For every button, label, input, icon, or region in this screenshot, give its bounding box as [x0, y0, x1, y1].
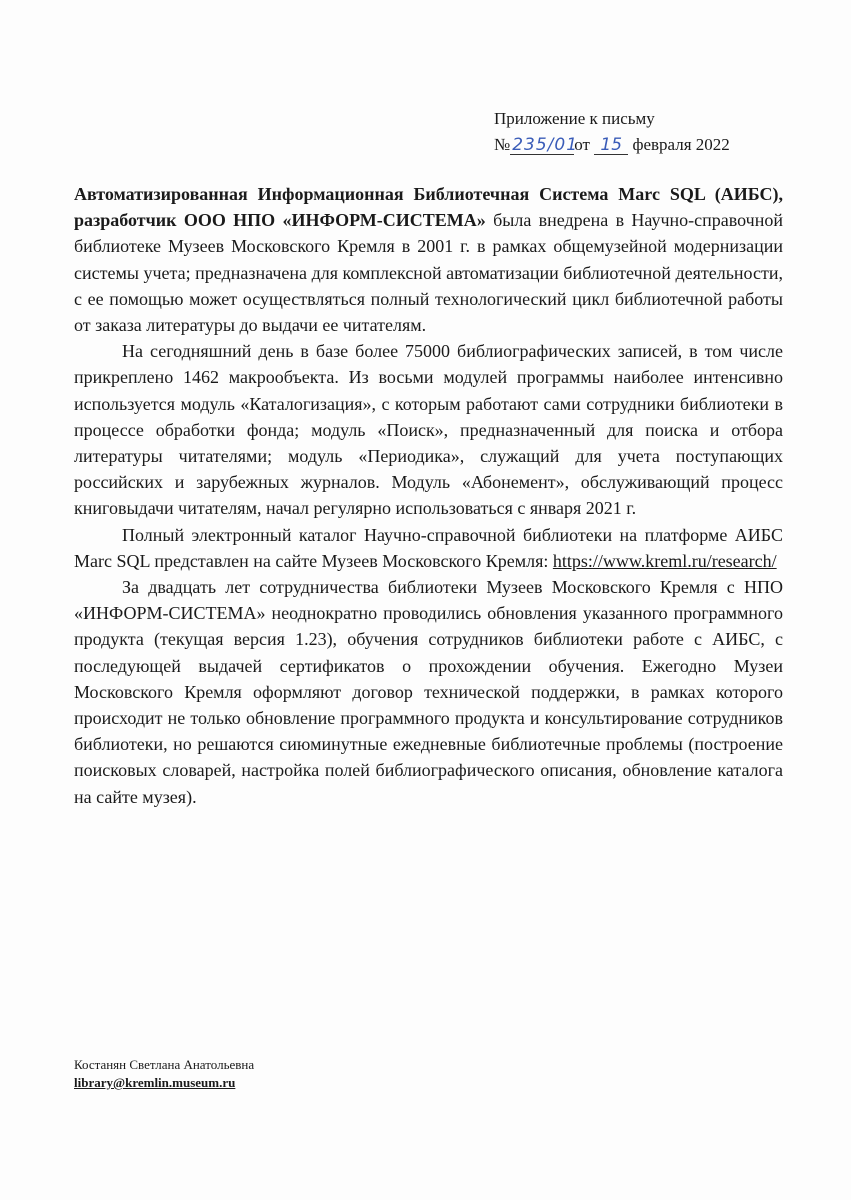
research-link[interactable]: https://www.kreml.ru/research/ [552, 550, 777, 571]
paragraph-3 [74, 522, 783, 574]
handwritten-letter-number: 235/01 [512, 135, 579, 155]
paragraph-1 [74, 181, 783, 338]
letter-number-line [494, 132, 794, 158]
handwritten-day: 15 [594, 136, 628, 155]
paragraph-2: На сегодняшний день в базе более 75000 библиографических записей, в том числе прикреплено 1462 макрообъекта. Из восьми модулей программы наиболее интенсивно используется модуль «Каталогизация», с которым работают сами сотрудники библиотеки в процессе обработки фонда; модуль «Поиск», предназначенный для поиска и отбора литературы читателями; модуль «Периодика», служащий для учета поступающих российских и зарубежных журналов. Модуль «Абонемент», обслуживающий процесс книговыдачи читателям, начал регулярно использоваться с января 2021 г. [74, 341, 783, 519]
month-year: февраля 2022 [632, 135, 730, 154]
contact-email[interactable]: library@kremlin.museum.ru [74, 1075, 236, 1090]
paragraph-1-text: была внедрена в Научно-справочной библиотеке Музеев Московского Кремля в 2001 г. в рамках общемузейной модернизации системы учета; предназначена для комплексной автоматизации библиотечной деятельности, с ее помощью может осуществляться полный технологический цикл библиотечной работы от заказа литературы до выдачи ее читателям. [74, 210, 783, 336]
system-name-bold: Автоматизированная Информационная Библиотечная Система Marc SQL (АИБС), разработчик ООО НПО «ИНФОРМ-СИСТЕМА» [74, 184, 783, 231]
contact-footer [74, 1056, 254, 1092]
letter-body [74, 181, 783, 810]
contact-name: Костанян Светлана Анатольевна [74, 1057, 255, 1072]
letter-reference-header [494, 106, 794, 158]
number-prefix: № [494, 135, 511, 154]
date-from-label: от [574, 135, 590, 154]
paragraph-3-text: Полный электронный каталог Научно-справочной библиотеки на платформе АИБС Marc SQL представлен на сайте Музеев Московского Кремля: [74, 524, 783, 571]
attachment-label: Приложение к письму [494, 109, 655, 128]
paragraph-4: За двадцать лет сотрудничества библиотеки Музеев Московского Кремля с НПО «ИНФОРМ-СИСТЕМА» неоднократно проводились обновления указанного программного продукта (текущая версия 1.23), обучения сотрудников библиотеки работе с АИБС, с последующей выдачей сертификатов о прохождении обучения. Ежегодно Музеи Московского Кремля оформляют договор технической поддержки, в рамках которого происходит не только обновление программного продукта и консультирование сотрудников библиотеки, но решаются сиюминутные ежедневные библиотечные проблемы (построение поисковых словарей, настройка полей библиографического описания, обновление каталога на сайте музея). [74, 577, 783, 807]
